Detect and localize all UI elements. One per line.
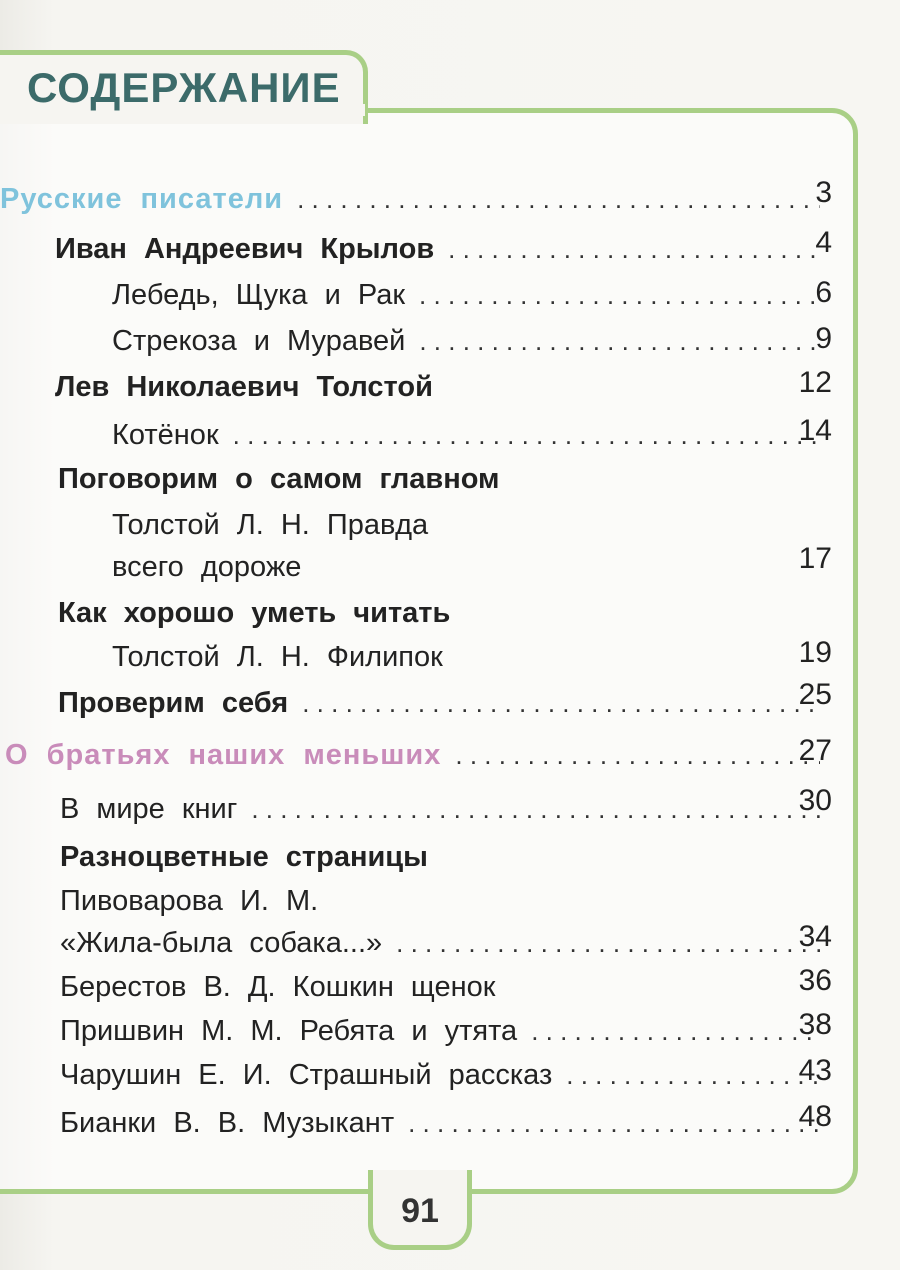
toc-entry-title: Бианки В. В. Музыкант bbox=[60, 1107, 395, 1139]
toc-entry-title: всего дороже bbox=[112, 551, 302, 583]
toc-entry bbox=[60, 926, 830, 960]
toc-entry-title: Иван Андреевич Крылов bbox=[55, 233, 435, 265]
toc-entry-title: Толстой Л. Н. Филипок bbox=[112, 641, 443, 673]
toc-entry bbox=[58, 462, 830, 496]
toc-entry-title: Как хорошо уметь читать bbox=[58, 597, 451, 629]
toc-entry bbox=[0, 182, 830, 216]
toc-entry bbox=[112, 508, 830, 542]
toc-entry bbox=[60, 970, 830, 1004]
toc-entry-page: 9 bbox=[815, 322, 832, 355]
toc-leader-dots bbox=[531, 1014, 820, 1048]
toc-entry bbox=[112, 640, 830, 674]
toc-entry bbox=[58, 686, 830, 720]
toc-entry bbox=[58, 596, 830, 630]
toc-entry-title: Пивоварова И. М. bbox=[60, 885, 319, 917]
toc-leader-dots bbox=[396, 926, 820, 960]
toc-entry-page: 48 bbox=[798, 1100, 832, 1133]
toc-entry bbox=[60, 792, 830, 826]
toc-entry-page: 19 bbox=[798, 636, 832, 669]
toc-entry-title: Толстой Л. Н. Правда bbox=[112, 509, 429, 541]
toc-entry bbox=[112, 550, 830, 584]
toc-entry-title: Лебедь, Щука и Рак bbox=[112, 279, 406, 311]
toc-entry bbox=[5, 738, 830, 772]
toc-entry-page: 12 bbox=[798, 366, 832, 399]
toc-entry-page: 4 bbox=[815, 226, 832, 259]
toc-entry bbox=[112, 324, 830, 358]
toc-entry-title: В мире книг bbox=[60, 793, 238, 825]
toc-entry-page: 38 bbox=[798, 1008, 832, 1041]
toc-leader-dots bbox=[302, 686, 820, 720]
toc-entry-title: «Жила-была собака...» bbox=[60, 927, 383, 959]
toc-entry bbox=[55, 232, 830, 266]
toc-leader-dots bbox=[566, 1058, 820, 1092]
toc-leader-dots bbox=[448, 232, 820, 266]
toc-entry bbox=[60, 1106, 830, 1140]
toc-entry bbox=[60, 1014, 830, 1048]
toc-entry-title: Берестов В. Д. Кошкин щенок bbox=[60, 971, 496, 1003]
toc-entry-title: Котёнок bbox=[112, 419, 219, 451]
toc-leader-dots bbox=[419, 278, 820, 312]
toc-entry-page: 43 bbox=[798, 1054, 832, 1087]
toc-entry bbox=[60, 840, 830, 874]
toc-entry-page: 27 bbox=[798, 734, 832, 767]
toc-leader-dots bbox=[297, 182, 820, 216]
toc-entry-page: 17 bbox=[798, 542, 832, 575]
page-title: СОДЕРЖАНИЕ bbox=[27, 64, 341, 111]
toc-entry-page: 14 bbox=[798, 414, 832, 447]
toc-entry-page: 36 bbox=[798, 964, 832, 997]
toc-entry bbox=[112, 418, 830, 452]
toc-entry-title: Русские писатели bbox=[0, 183, 284, 215]
toc-entry-title: Разноцветные страницы bbox=[60, 841, 428, 873]
toc-entry-title: Лев Николаевич Толстой bbox=[55, 371, 433, 403]
toc-entry-page: 6 bbox=[815, 276, 832, 309]
toc-entry-title: Проверим себя bbox=[58, 687, 289, 719]
toc-leader-dots bbox=[419, 324, 820, 358]
toc-entry bbox=[60, 1058, 830, 1092]
toc-entry-page: 30 bbox=[798, 784, 832, 817]
toc-entry bbox=[112, 278, 830, 312]
toc-entry bbox=[60, 884, 830, 918]
toc-leader-dots bbox=[408, 1106, 820, 1140]
toc-leader-dots bbox=[455, 738, 820, 772]
toc-entry-title: О братьях наших меньших bbox=[5, 739, 442, 771]
toc-entry-title: Стрекоза и Муравей bbox=[112, 325, 406, 357]
toc-entry-title: Чарушин Е. И. Страшный рассказ bbox=[60, 1059, 553, 1091]
page-number: 91 bbox=[401, 1192, 439, 1230]
toc-entry-title: Пришвин М. М. Ребята и утята bbox=[60, 1015, 518, 1047]
toc-entry bbox=[55, 370, 830, 404]
toc-entry-page: 3 bbox=[815, 176, 832, 209]
toc-leader-dots bbox=[233, 418, 820, 452]
toc-entry-title: Поговорим о самом главном bbox=[58, 463, 500, 495]
toc-entry-page: 34 bbox=[798, 920, 832, 953]
toc-leader-dots bbox=[251, 792, 820, 826]
toc-entry-page: 25 bbox=[798, 678, 832, 711]
